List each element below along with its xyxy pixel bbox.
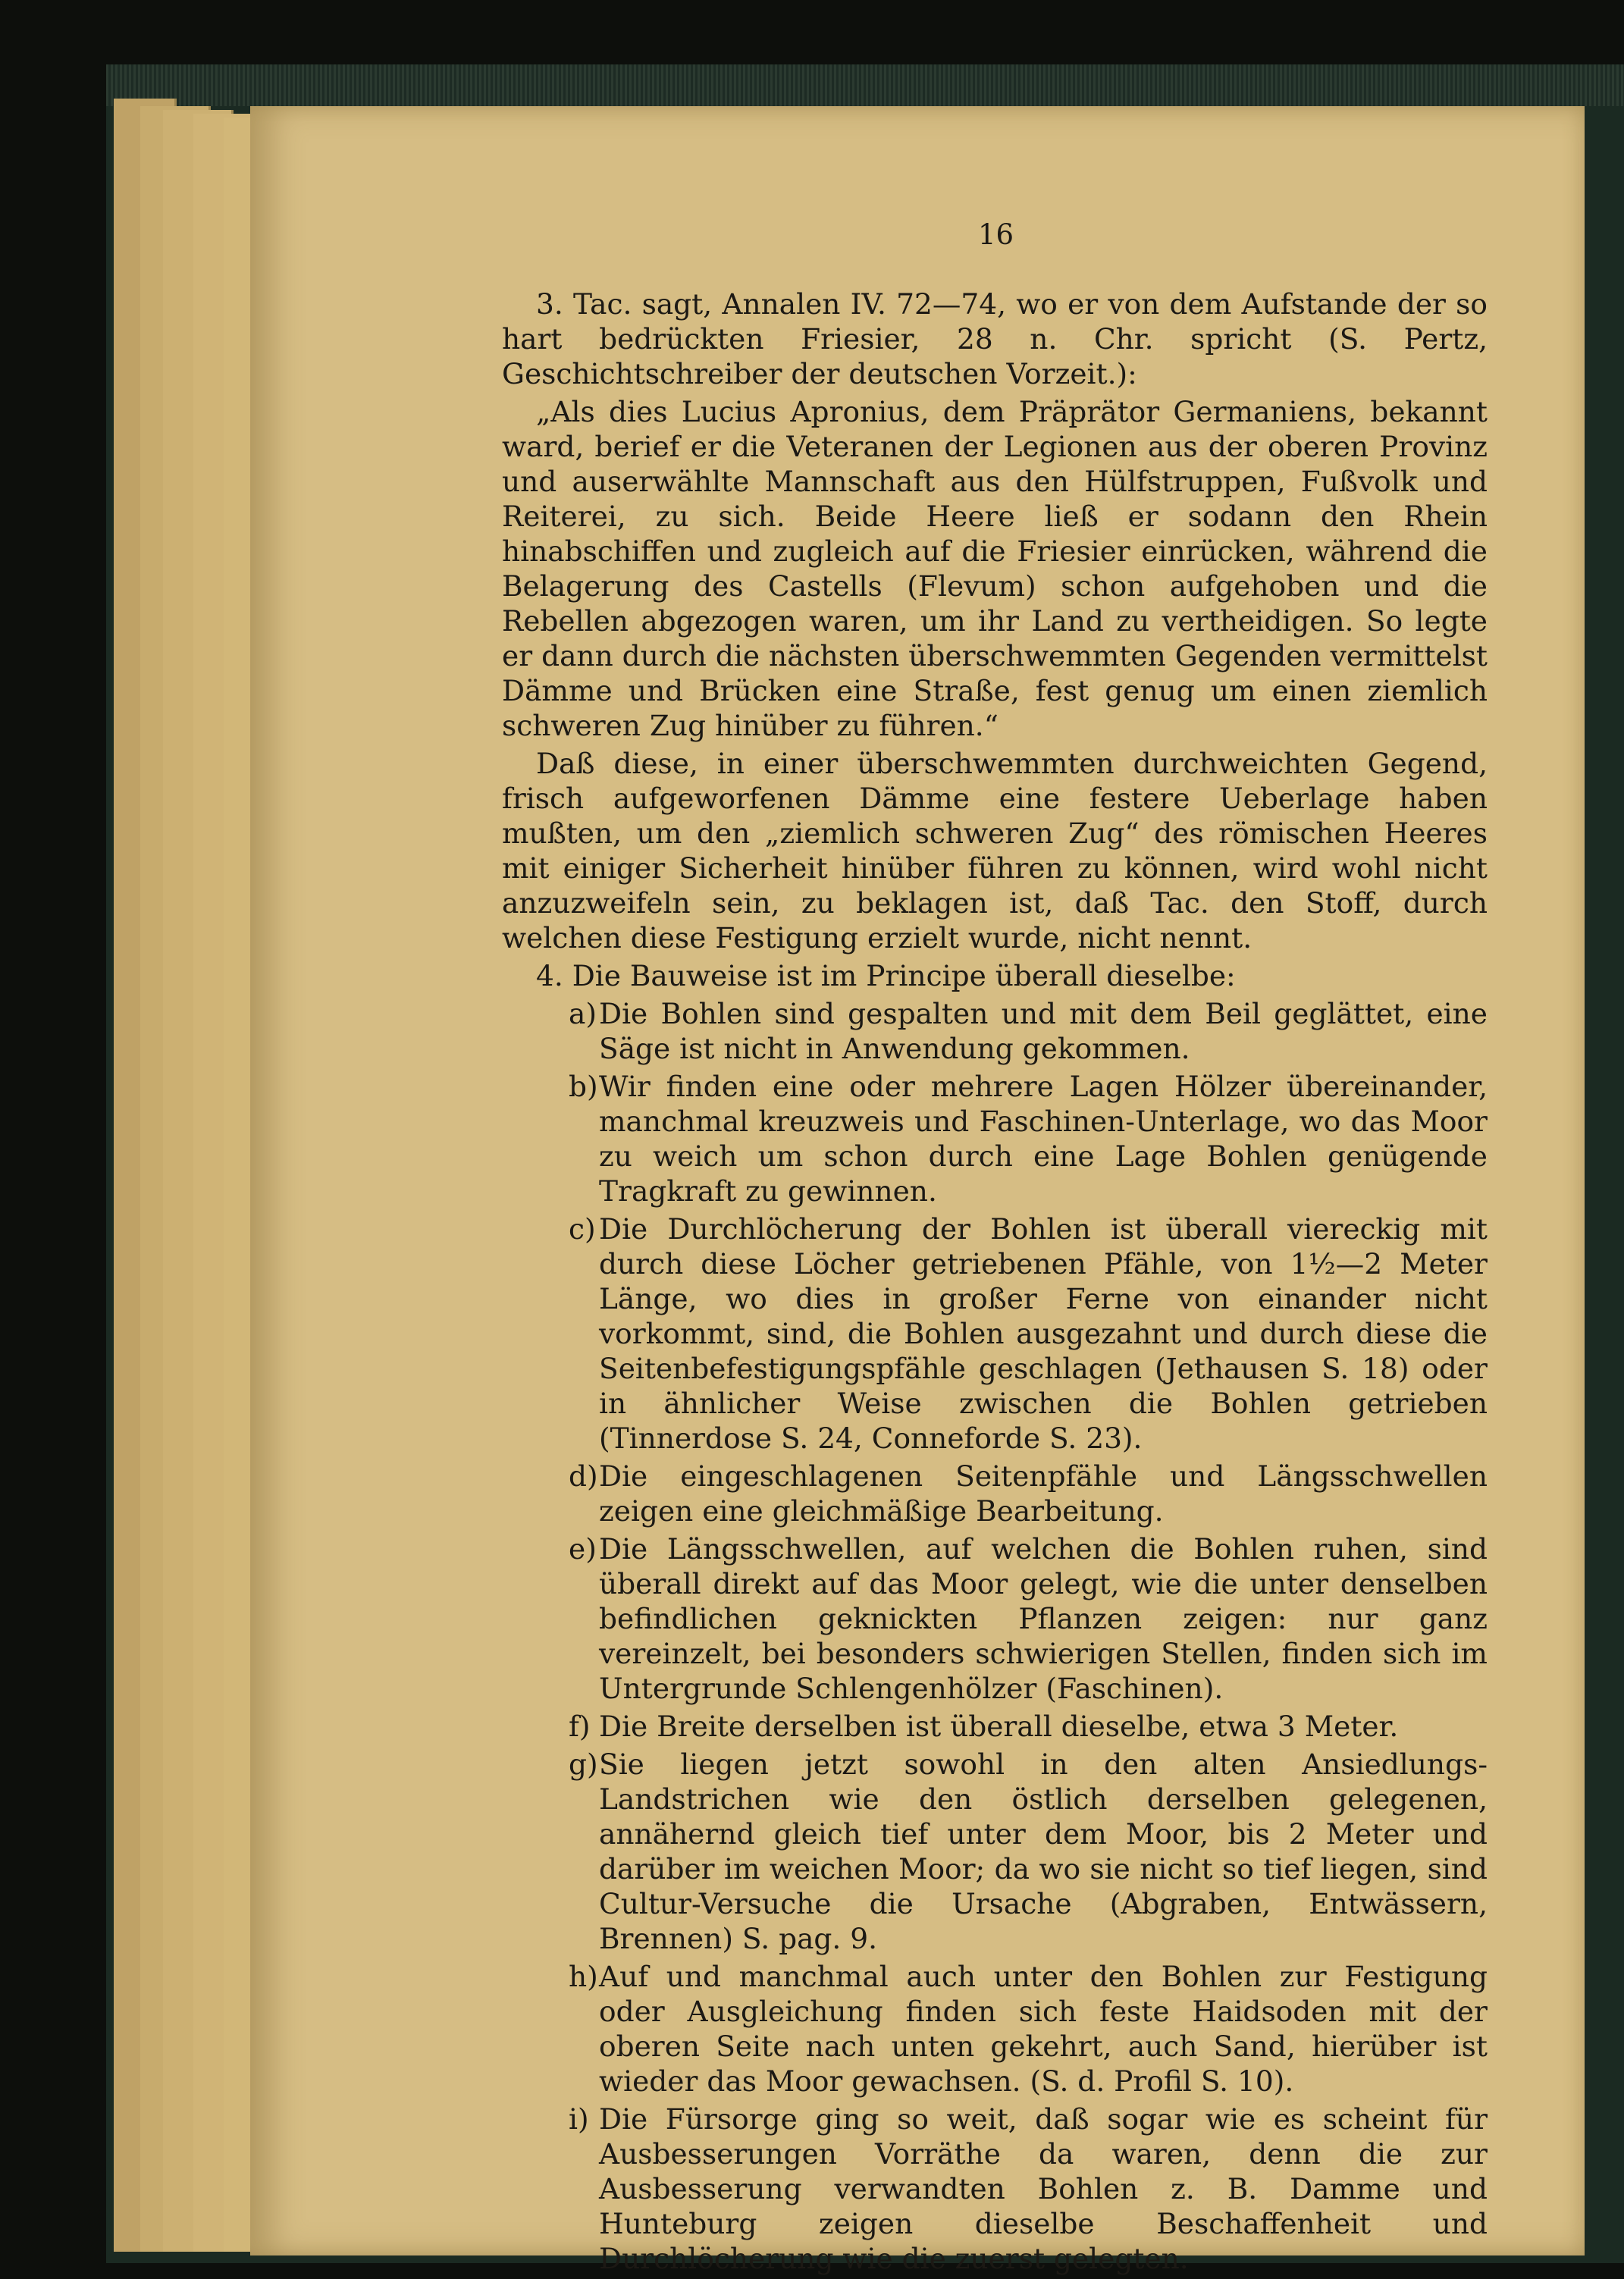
list-item-label: a) bbox=[569, 997, 597, 1030]
list-item-text: Die Breite derselben ist überall dieselbe, etwa 3 Meter. bbox=[599, 1710, 1399, 1743]
construction-list bbox=[502, 996, 1488, 2276]
list-item-text: Auf und manchmal auch unter den Bohlen zur Festigung oder Ausgleichung finden sich feste Haidsoden mit der oberen Seite nach unten gekehrt, auch Sand, hierüber ist wieder das Moor gewachsen. (S. d. Profil S. 10). bbox=[599, 1960, 1488, 2098]
quote-paragraph: „Als dies Lucius Apronius, dem Präprätor Germaniens, bekannt ward, berief er die Veteranen der Legionen aus der oberen Provinz und auserwählte Mannschaft aus den Hülfstruppen, Fußvolk und Reiterei, zu sich. Beide Heere ließ er sodann den Rhein hinabschiffen und zugleich auf die Friesier einrücken, während die Belagerung des Castells (Flevum) schon aufgehoben und die Rebellen abgezogen waren, um ihr Land zu vertheidigen. So legte er dann durch die nächsten überschwemmten Gegenden vermittelst Dämme und Brücken eine Straße, fest genug um einen ziemlich schweren Zug hinüber zu führen.“ bbox=[502, 395, 1488, 742]
list-item-label: e) bbox=[569, 1532, 597, 1566]
list-item bbox=[502, 1709, 1488, 1744]
list-item-text: Wir finden eine oder mehrere Lagen Hölzer übereinander, manchmal kreuzweis und Faschinen-Unterlage, wo das Moor zu weich um schon durch eine Lage Bohlen genügende Tragkraft zu gewinnen. bbox=[599, 1070, 1488, 1208]
list-item bbox=[502, 2102, 1488, 2276]
list-item-text: Die Bohlen sind gespalten und mit dem Beil geglättet, eine Säge ist nicht in Anwendung gekommen. bbox=[599, 997, 1488, 1065]
list-item bbox=[502, 1459, 1488, 1528]
section-4-heading: 4. Die Bauweise ist im Principe überall dieselbe: bbox=[536, 959, 1236, 992]
list-item bbox=[502, 1531, 1488, 1706]
commentary-paragraph: Daß diese, in einer überschwemmten durchweichten Gegend, frisch aufgeworfenen Dämme eine festere Ueberlage haben mußten, um den „ziemlich schweren Zug“ des römischen Heeres mit einiger Sicherheit hinüber führen zu können, wird wohl nicht anzuzweifeln sein, zu beklagen ist, daß Tac. den Stoff, durch welchen diese Festigung erzielt wurde, nicht nennt. bbox=[502, 747, 1488, 955]
list-item-text: Die Fürsorge ging so weit, daß sogar wie es scheint für Ausbesserungen Vorräthe da waren, denn die zur Ausbesserung verwandten Bohlen z. B. Damme und Hunteburg zeigen dieselbe Beschaffenheit und Durchlöcherung wie die zuerst gelegten. bbox=[599, 2102, 1488, 2275]
list-item bbox=[502, 996, 1488, 1066]
list-item bbox=[502, 1959, 1488, 2099]
list-item-label: d) bbox=[569, 1459, 598, 1493]
list-item-label: c) bbox=[569, 1212, 596, 1246]
intro-paragraph: 3. Tac. sagt, Annalen IV. 72—74, wo er von dem Aufstande der so hart bedrückten Friesier, 28 n. Chr. spricht (S. Pertz, Geschichtschreiber der deutschen Vorzeit.): bbox=[502, 287, 1488, 390]
list-item-label: g) bbox=[569, 1748, 598, 1781]
page-text bbox=[502, 287, 1488, 2279]
list-item-text: Die eingeschlagenen Seitenpfähle und Längsschwellen zeigen eine gleichmäßige Bearbeitung. bbox=[599, 1459, 1488, 1528]
list-item bbox=[502, 1069, 1488, 1208]
list-item-text: Sie liegen jetzt sowohl in den alten Ansiedlungs-Landstrichen wie den östlich derselben gelegenen, annähernd gleich tief unter dem Moor, bis 2 Meter und darüber im weichen Moor; da wo sie nicht so tief liegen, sind Cultur-Versuche die Ursache (Abgraben, Entwässern, Brennen) S. pag. 9. bbox=[599, 1748, 1488, 1955]
list-item-label: b) bbox=[569, 1070, 598, 1103]
list-item-text: Die Längsschwellen, auf welchen die Bohlen ruhen, sind überall direkt auf das Moor gelegt, wie die unter denselben befindlichen geknickten Pflanzen zeigen: nur ganz vereinzelt, bei besonders schwierigen Stellen, finden sich im Untergrunde Schlengenhölzer (Faschinen). bbox=[599, 1532, 1488, 1705]
list-item-text: Die Durchlöcherung der Bohlen ist überall viereckig mit durch diese Löcher getriebenen Pfähle, von 1½—2 Meter Länge, wo dies in großer Ferne von einander nicht vorkommt, sind, die Bohlen ausgezahnt und durch diese die Seitenbefestigungspfähle geschlagen (Jethausen S. 18) oder in ähnlicher Weise zwischen die Bohlen getrieben (Tinnerdose S. 24, Conneforde S. 23). bbox=[599, 1212, 1488, 1455]
book-cover-cloth bbox=[106, 64, 1624, 106]
page-number: 16 bbox=[978, 218, 1014, 251]
list-item-label: i) bbox=[569, 2102, 589, 2136]
list-item bbox=[502, 1747, 1488, 1956]
list-item-label: h) bbox=[569, 1960, 598, 1993]
list-item bbox=[502, 1212, 1488, 1456]
list-item-label: f) bbox=[569, 1710, 591, 1743]
